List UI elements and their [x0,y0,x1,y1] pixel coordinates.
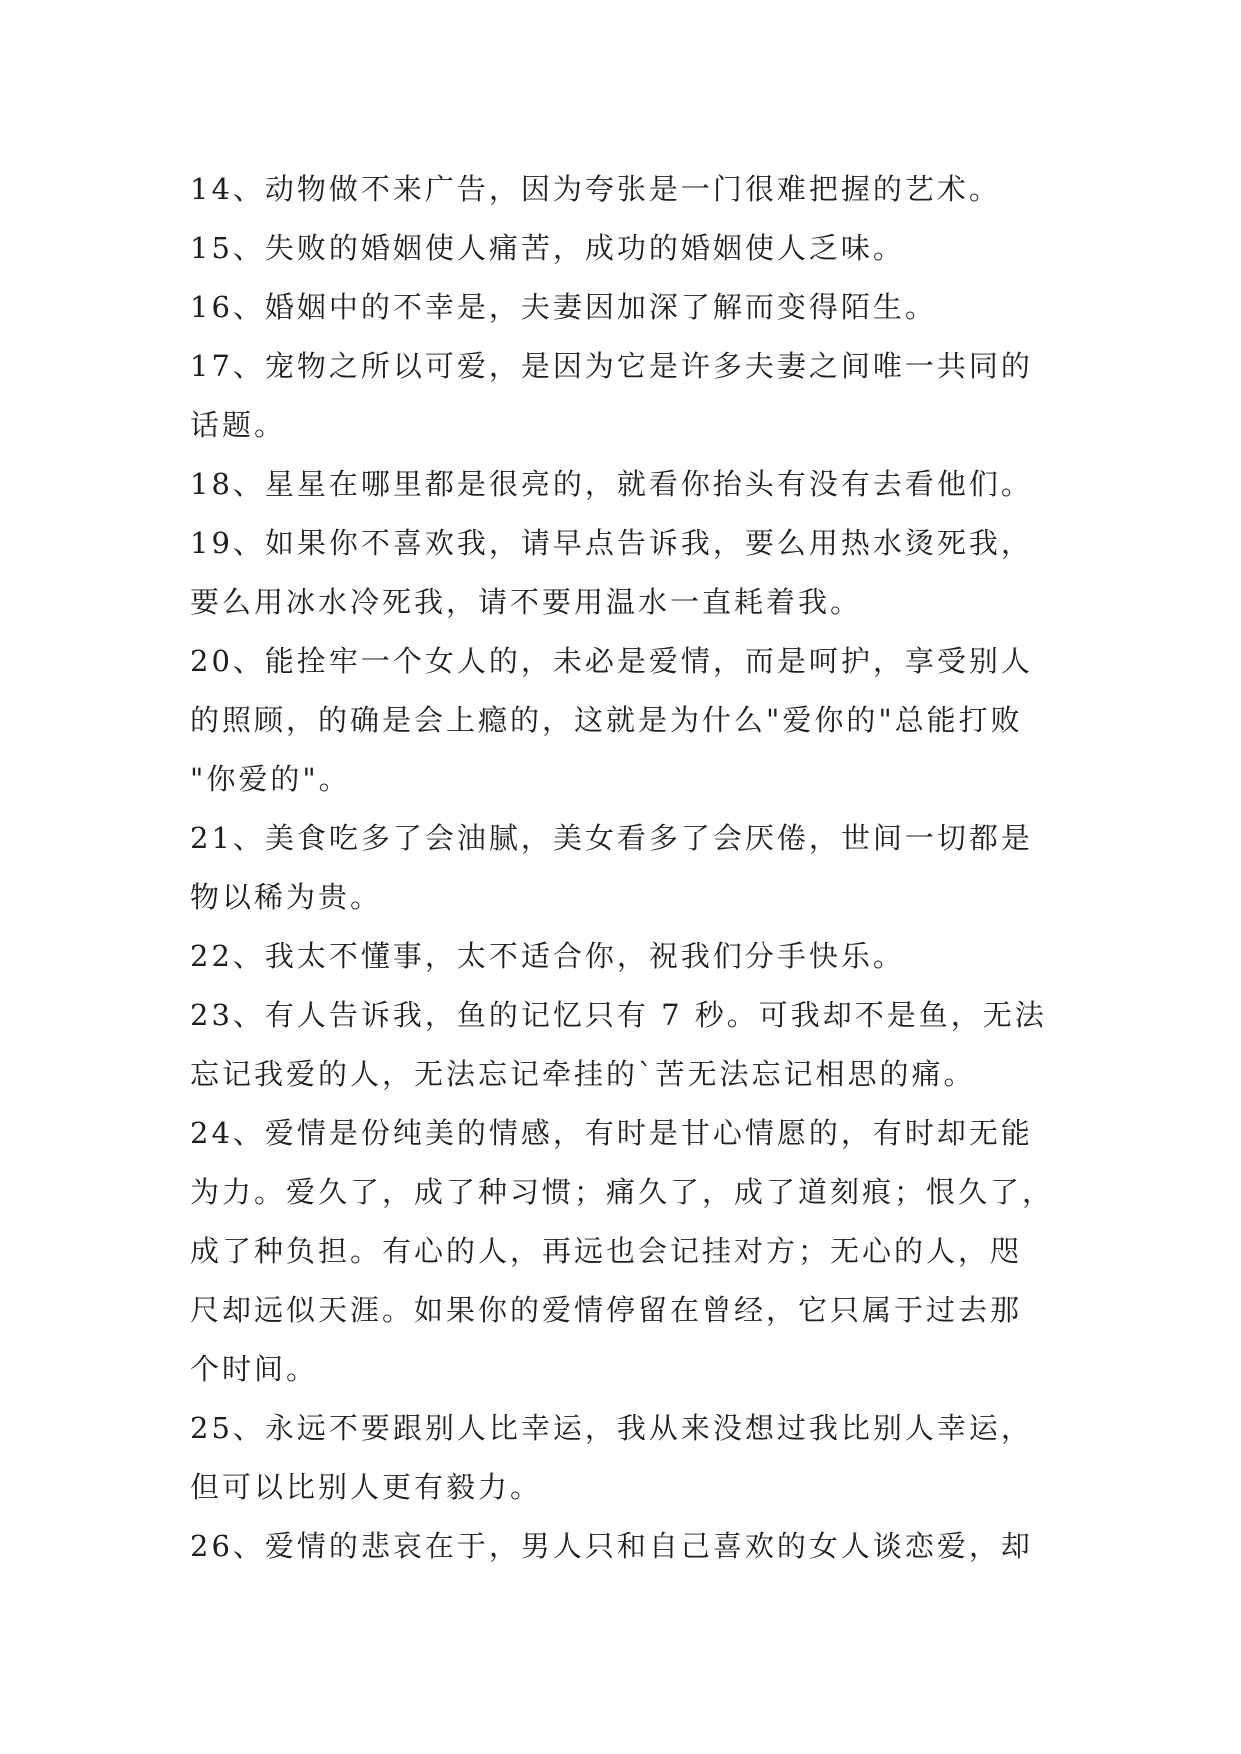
text-line: 15、失败的婚姻使人痛苦，成功的婚姻使人乏味。 [190,231,905,265]
text-line: 22、我太不懂事，太不适合你，祝我们分手快乐。 [190,939,905,973]
text-line: "你爱的"。 [190,762,351,796]
text-line: 要么用冰水冷死我，请不要用温水一直耗着我。 [190,585,863,619]
text-line: 个时间。 [190,1352,319,1386]
text-line: 话题。 [190,408,287,442]
text-line: 的照顾，的确是会上瘾的，这就是为什么"爱你的"总能打败 [190,703,1023,737]
text-line: 尺却远似天涯。如果你的爱情停留在曾经，它只属于过去那 [190,1293,1023,1327]
text-line: 17、宠物之所以可爱，是因为它是许多夫妻之间唯一共同的 [190,349,1033,383]
text-line: 忘记我爱的人，无法忘记牵挂的`苦无法忘记相思的痛。 [190,1057,976,1091]
text-line: 24、爱情是份纯美的情感，有时是甘心情愿的，有时却无能 [190,1116,1033,1150]
text-line: 19、如果你不喜欢我，请早点告诉我，要么用热水烫死我， [190,526,1033,560]
text-line: 但可以比别人更有毅力。 [190,1470,543,1504]
quote-text-block [190,160,1070,1576]
text-line: 25、永远不要跟别人比幸运，我从来没想过我比别人幸运， [190,1411,1033,1445]
text-line: 18、星星在哪里都是很亮的，就看你抬头有没有去看他们。 [190,467,1033,501]
text-line: 20、能拴牢一个女人的，未必是爱情，而是呵护，享受别人 [190,644,1033,678]
text-line: 成了种负担。有心的人，再远也会记挂对方；无心的人，咫 [190,1234,1023,1268]
text-line: 16、婚姻中的不幸是，夫妻因加深了解而变得陌生。 [190,290,937,324]
text-line: 14、动物做不来广告，因为夸张是一门很难把握的艺术。 [190,172,1001,206]
text-line: 23、有人告诉我，鱼的记忆只有 7 秒。可我却不是鱼，无法 [190,998,1047,1032]
text-line: 21、美食吃多了会油腻，美女看多了会厌倦，世间一切都是 [190,821,1033,855]
text-line: 物以稀为贵。 [190,880,383,914]
text-line: 26、爱情的悲哀在于，男人只和自己喜欢的女人谈恋爱，却 [190,1529,1033,1563]
text-line: 为力。爱久了，成了种习惯；痛久了，成了道刻痕；恨久了， [190,1175,1055,1209]
